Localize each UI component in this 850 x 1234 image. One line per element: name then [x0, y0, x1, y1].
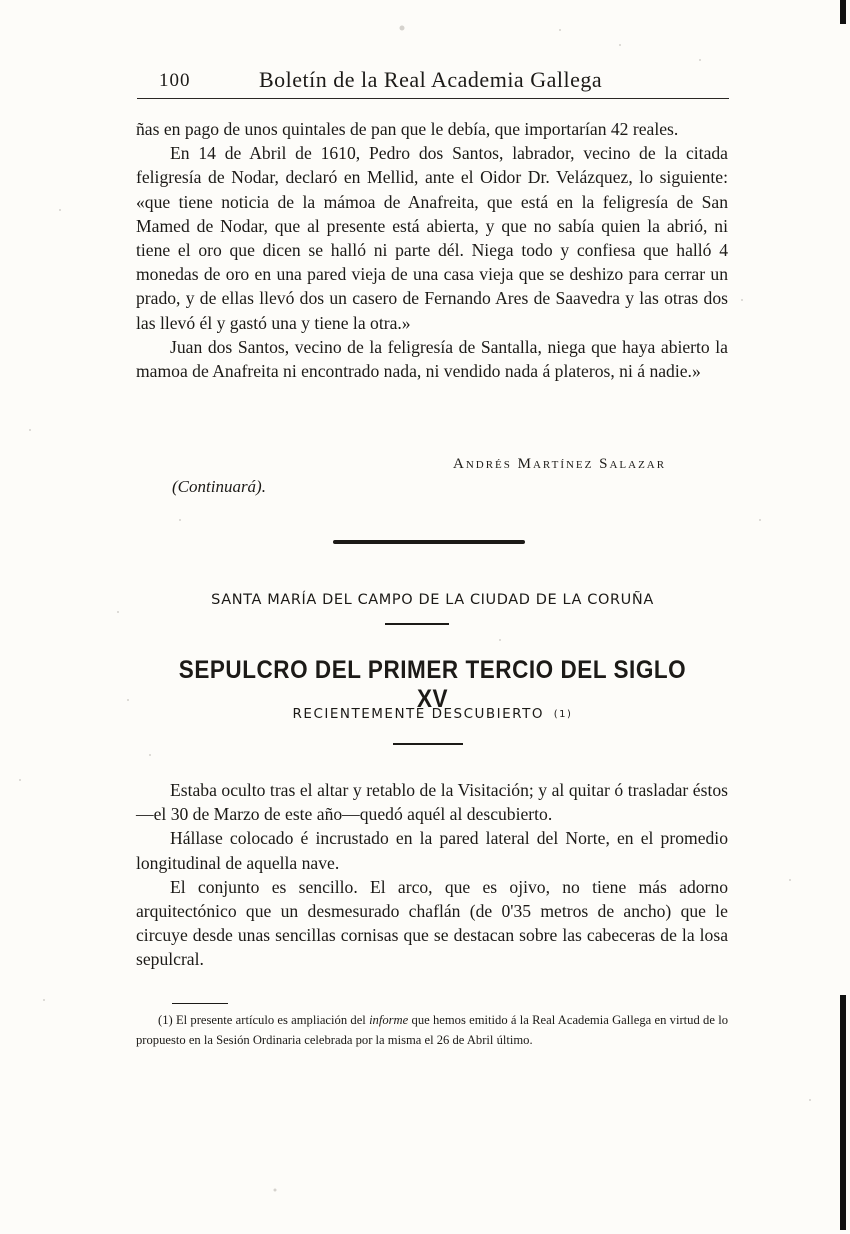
subtitle-text: RECIENTEMENTE DESCUBIERTO [292, 706, 544, 722]
article-body [136, 778, 728, 972]
page-header [137, 64, 729, 99]
paragraph: Juan dos Santos, vecino de la feligresía de Santalla, niega que haya abierto la mamoa de Anafreita ni encontrado nada, ni vendido nada á plateros, ni á nadie.» [136, 336, 728, 382]
paragraph: El conjunto es sencillo. El arco, que es ojivo, no tiene más adorno arquitectónico que un desmesurado chaflán (de 0'35 metros de ancho) que le circuye desde unas sencillas cornisas que se destacan sobre las cabeceras de la losa sepulcral. [136, 876, 728, 970]
continued-article-text [136, 117, 728, 383]
scan-edge-mark [840, 0, 846, 24]
article-subtitle [140, 706, 725, 722]
paragraph: Hállase colocado é incrustado en la pared lateral del Norte, en el promedio longitudinal de aquella nave. [136, 828, 728, 873]
footnote-marker: (1) [158, 1013, 173, 1027]
footnote-reference: (1) [553, 709, 573, 720]
footnote-separator [172, 1003, 228, 1004]
author-signature: Andrés Martínez Salazar [453, 456, 667, 472]
footnote [136, 1010, 728, 1050]
scan-edge-mark [840, 995, 846, 1230]
running-title: Boletín de la Real Academia Gallega [259, 67, 603, 92]
ornamental-rule [385, 623, 449, 625]
footnote-italic-word: informe [369, 1013, 409, 1027]
paragraph: En 14 de Abril de 1610, Pedro dos Santos, labrador, vecino de la citada feligresía de Nodar, declaró en Mellid, ante el Oidor Dr. Velázquez, lo siguiente: «que tiene noticia de la mámoa de Anafreita, que está en la feligresía de San Mamed de Nodar, que al presente está abierta, y que no sabía quien la abrió, ni tiene el oro que dicen se halló ni parte dél. Niega todo y confiesa que halló 4 monedas de oro en una pared vieja de una casa vieja que se deshizo para cerrar un prado, y de ellas llevó dos un casero de Fernando Ares de Saavedra y las otras dos las llevó él y gastó una y tiene la otra.» [136, 143, 728, 333]
page-number: 100 [159, 70, 191, 91]
article-title: SEPULCRO DEL PRIMER TERCIO DEL SIGLO XV [178, 656, 687, 713]
section-divider [333, 540, 525, 544]
paragraph: Estaba oculto tras el altar y retablo de la Visitación; y al quitar ó trasladar éstos—el 30 de Marzo de este año—quedó aquél al descubierto. [136, 780, 728, 825]
footnote-text-after: que hemos emitido á la Real Academia Gallega en virtud de lo propuesto en la Sesión Ordinaria celebrada por la misma el 26 de Abril último. [136, 1013, 728, 1047]
footnote-text-before: El presente artículo es ampliación del [175, 1013, 366, 1027]
article-location-heading: SANTA MARÍA DEL CAMPO DE LA CIUDAD DE LA CORUÑA [211, 592, 654, 608]
continuation-note: (Continuará). [172, 477, 266, 496]
ornamental-rule [393, 743, 463, 745]
paragraph: ñas en pago de unos quintales de pan que le debía, que importarían 42 reales. [136, 119, 679, 139]
